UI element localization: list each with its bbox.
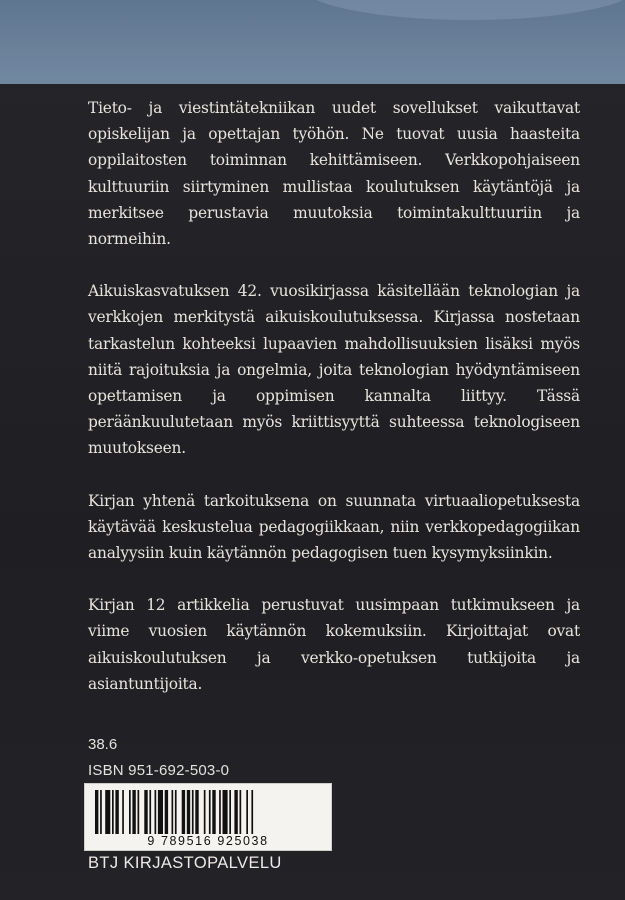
barcode-bar [100, 790, 102, 834]
barcode-bar [182, 790, 185, 834]
blurb-text [88, 95, 580, 723]
barcode-bar [138, 790, 140, 834]
barcode-bar [175, 790, 177, 834]
barcode-digits: 9 789516 925038 [147, 834, 269, 848]
barcode-bar [95, 790, 98, 834]
blurb-paragraph-2: Aikuiskasvatuksen 42. vuosikirjassa käsitellään teknologian ja verkkojen merkitystä aikuiskoulutuksessa. Kirjassa nostetaan tarkastelun kohteeksi lupaavien mahdollisuuksien lisäksi myös niitä rajoituksia ja ongelmia, joita teknologian hyödyntämiseen opettamisen ja oppimisen kannalta liittyy. Tässä peräänkuulutetaan myös kriittisyyttä suhteessa teknologiseen muutokseen. [88, 282, 580, 458]
barcode-bar [112, 790, 114, 834]
barcode-bar [229, 790, 231, 834]
barcode-bar [149, 790, 151, 834]
blurb-paragraph-3: Kirjan yhtenä tarkoituksena on suunnata virtuaaliopetuksesta käytävää keskustelua pedagogiikkaan, niin verkkopedagogiikan analyysiin kuin käytännön pedagogisen tuen kysymyksiinkin. [88, 491, 580, 563]
barcode-bar [212, 790, 215, 834]
barcode [84, 783, 332, 851]
barcode-bars [93, 790, 323, 834]
barcode-bar [165, 790, 168, 834]
barcode-bar [122, 790, 124, 834]
barcode-bar [234, 790, 237, 834]
barcode-bar [144, 790, 147, 834]
blurb-paragraph-1: Tieto- ja viestintätekniikan uudet sovellukset vaikuttavat opiskelijan ja opettajan työhön. Ne tuovat uusia haasteita oppilaitosten toiminnan kehittämiseen. Verkkopohjaiseen kulttuuriin siirtyminen mullistaa koulutuksen käytäntöjä ja merkitsee perustavia muutoksia toimintakulttuuriin ja normeihin. [88, 99, 580, 249]
barcode-bar [105, 790, 110, 834]
blurb-paragraph-4: Kirjan 12 artikkelia perustuvat uusimpaan tutkimukseen ja viime vuosien käytännön kokemuksiin. Kirjoittajat ovat aikuiskoulutuksen ja verkko-opetuksen tutkijoita ja asiantuntijoita. [88, 596, 580, 693]
isbn-number: ISBN 951-692-503-0 [88, 762, 230, 779]
barcode-bar [115, 790, 118, 834]
barcode-bar [187, 790, 190, 834]
top-color-band [0, 0, 625, 84]
barcode-bar [155, 790, 157, 834]
barcode-bar [192, 790, 194, 834]
barcode-bar [204, 790, 206, 834]
barcode-bar [223, 790, 228, 834]
barcode-bar [246, 790, 248, 834]
publisher-name: BTJ KIRJASTOPALVELU [88, 854, 282, 872]
barcode-bar [132, 790, 135, 834]
price-code: 38.6 [88, 736, 118, 753]
barcode-bar [129, 790, 131, 834]
barcode-bar [209, 790, 211, 834]
barcode-bar [219, 790, 221, 834]
barcode-bar [251, 790, 253, 834]
barcode-bar [158, 790, 163, 834]
barcode-bar [195, 790, 198, 834]
barcode-bar [240, 790, 242, 834]
barcode-bar [172, 790, 174, 834]
